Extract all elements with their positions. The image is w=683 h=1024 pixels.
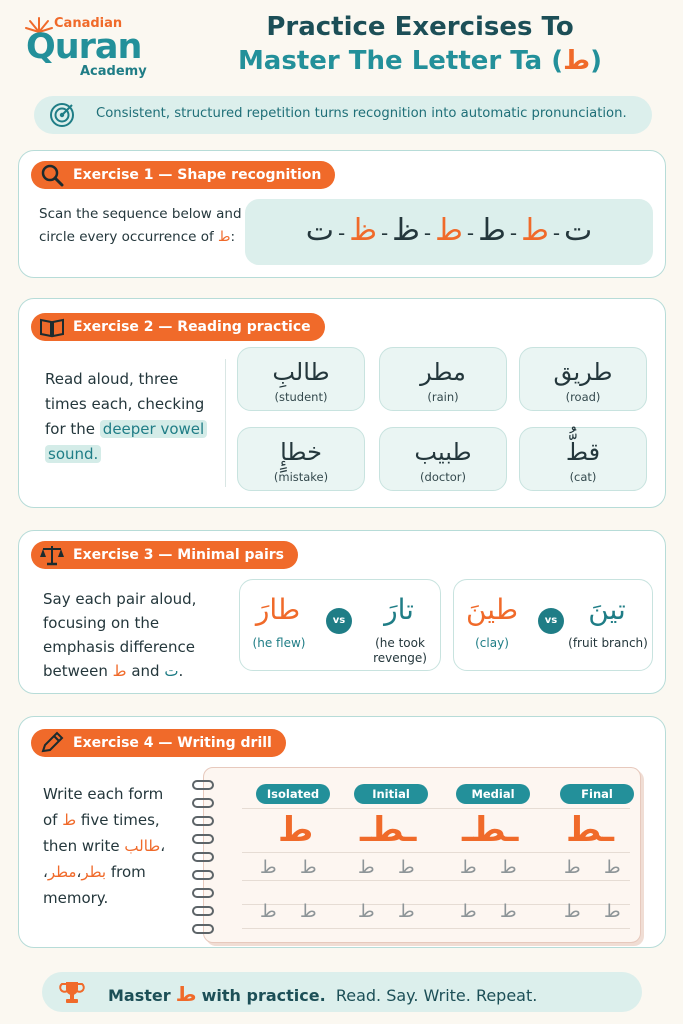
trace-letter: ط <box>500 857 517 878</box>
exercise-3-instructions <box>43 587 196 683</box>
ex3-instr-line3: emphasis difference <box>43 638 195 656</box>
title-suffix: ) <box>590 46 603 76</box>
ex2-highlight-1: deeper vowel <box>100 420 207 438</box>
ex4-then-write: then write <box>43 837 120 855</box>
exercise-1-title: Exercise 1 — Shape recognition <box>73 167 322 183</box>
ruled-line <box>242 852 630 853</box>
sequence-letter: ظ <box>392 213 420 248</box>
ex4-instr-line4 <box>43 859 165 885</box>
ex4-comma-3: ، <box>43 863 48 881</box>
ex3-instr-line1: Say each pair aloud, <box>43 590 197 608</box>
word-meaning: (student) <box>274 390 328 404</box>
pair-box-1 <box>239 579 441 671</box>
ex3-letter-ta: ط <box>112 662 127 680</box>
sequence-letter: ت <box>564 213 593 248</box>
ruled-line <box>242 808 630 809</box>
word-card <box>379 427 507 491</box>
pair-box-2 <box>453 579 653 671</box>
sequence-dash: - <box>552 221 561 245</box>
exercise-3-title: Exercise 3 — Minimal pairs <box>73 547 284 563</box>
spiral-ring <box>192 924 214 934</box>
letter-form-model: ـطـ <box>462 810 519 850</box>
spiral-ring <box>192 906 214 916</box>
book-icon <box>39 315 65 339</box>
pair-2-a-word: طينَ <box>465 593 519 626</box>
spiral-ring <box>192 780 214 790</box>
ex4-of: of <box>43 811 58 829</box>
exercise-2-label <box>31 313 325 341</box>
trace-letter: ط <box>460 901 477 922</box>
scales-icon <box>39 543 65 567</box>
column-header: Initial <box>354 784 428 804</box>
ex2-instr-line4 <box>45 442 207 467</box>
word-card <box>519 427 647 491</box>
ex4-comma-1: ، <box>160 837 166 855</box>
ex2-instr-line1: Read aloud, three <box>45 370 179 388</box>
intro-banner <box>34 96 652 134</box>
sequence-letter: ظ <box>349 213 377 248</box>
writing-notebook <box>203 767 641 943</box>
trace-letter: ط <box>460 857 477 878</box>
logo-main-text: Quran <box>26 27 142 67</box>
pair-1-b-meaning-1: (he took <box>375 636 425 650</box>
title-letter: ط <box>563 46 591 76</box>
word-card <box>379 347 507 411</box>
spiral-ring <box>192 816 214 826</box>
trace-letter: ط <box>604 901 621 922</box>
trace-letter: ط <box>564 857 581 878</box>
magnifier-icon <box>39 163 65 187</box>
exercise-2-card <box>18 298 666 508</box>
sequence-letter: ط <box>435 213 463 248</box>
spiral-ring <box>192 834 214 844</box>
column-header: Isolated <box>256 784 330 804</box>
sequence-dash: - <box>380 221 389 245</box>
ex4-instr-line1: Write each form <box>43 785 164 803</box>
ruled-line <box>242 928 630 929</box>
logo-bottom-text: Academy <box>80 64 147 79</box>
ex4-letter: ط <box>62 811 77 829</box>
pair-1-b-meaning <box>360 636 440 666</box>
ex4-instr-line2 <box>43 807 165 833</box>
trace-letter: ط <box>300 901 317 922</box>
exercise-1-card <box>18 150 666 278</box>
exercise-4-instructions <box>43 781 165 911</box>
ex1-target-letter: ط <box>218 229 231 245</box>
ex2-instr-line2: times each, checking <box>45 395 205 413</box>
word-arabic: طبيب <box>414 438 472 466</box>
trace-letter: ط <box>564 901 581 922</box>
word-card <box>237 347 365 411</box>
exercise-4-card <box>18 716 666 948</box>
word-meaning: (road) <box>565 390 601 404</box>
exercise-2-title: Exercise 2 — Reading practice <box>73 319 311 335</box>
ex3-and: and <box>131 662 160 680</box>
word-card <box>237 427 365 491</box>
spiral-ring <box>192 852 214 862</box>
letter-form-model: ط <box>278 810 314 850</box>
ex2-instr-line3 <box>45 417 207 442</box>
ex3-period: . <box>178 662 184 680</box>
ex2-instr-pre: for the <box>45 420 96 438</box>
intro-text: Consistent, structured repetition turns recognition into automatic pronunciation. <box>96 106 627 121</box>
sequence-dash: - <box>509 221 518 245</box>
ex4-five-times: five times, <box>80 811 160 829</box>
word-arabic: طريق <box>553 358 613 386</box>
exercise-3-label <box>31 541 298 569</box>
spiral-ring <box>192 888 214 898</box>
word-card <box>519 347 647 411</box>
ex1-instr-text: circle every occurrence of <box>39 229 214 245</box>
trace-letter: ط <box>358 857 375 878</box>
word-arabic: طالبِ <box>272 358 330 386</box>
page-title <box>170 10 670 78</box>
pair-1-b-word: تارَ <box>384 593 414 626</box>
letter-sequence-box <box>245 199 653 265</box>
vs-badge: vs <box>538 608 564 634</box>
sequence-letter: ت <box>305 213 334 248</box>
exercise-1-label <box>31 161 335 189</box>
exercise-1-instructions <box>39 203 242 249</box>
spiral-ring <box>192 870 214 880</box>
logo-top-text: Canadian <box>54 16 123 31</box>
sequence-dash: - <box>337 221 346 245</box>
pair-1-a-meaning: (he flew) <box>252 636 306 650</box>
trophy-icon <box>58 978 86 1006</box>
ex1-instr-line1: Scan the sequence below and <box>39 206 242 222</box>
ex3-between: between <box>43 662 108 680</box>
exercise-3-card <box>18 530 666 694</box>
pair-2-a-meaning: (clay) <box>475 636 509 650</box>
word-meaning: (rain) <box>427 390 459 404</box>
word-arabic: مطر <box>420 358 466 386</box>
footer-with-practice: with practice. <box>201 986 326 1005</box>
letter-form-model: ـط <box>566 810 615 850</box>
footer-text <box>108 982 537 1006</box>
title-line-2 <box>170 44 670 78</box>
pair-2-b-word: تينَ <box>588 593 626 626</box>
pair-2-b-meaning: (fruit branch) <box>568 636 648 650</box>
divider <box>225 359 226 487</box>
ex4-comma-2: ، <box>76 863 82 881</box>
ex3-instr-line4 <box>43 659 196 683</box>
title-line-1: Practice Exercises To <box>266 12 574 42</box>
trace-letter: ط <box>260 901 277 922</box>
sequence-dash: - <box>466 221 475 245</box>
logo <box>22 14 172 82</box>
ex4-word-1: طالب <box>124 837 161 855</box>
ex4-word-3: بطر <box>81 863 107 881</box>
footer-banner <box>42 972 642 1012</box>
ex1-colon: : <box>230 229 236 245</box>
footer-master: Master <box>108 986 171 1005</box>
trace-letter: ط <box>300 857 317 878</box>
word-meaning: (mistake) <box>273 470 329 484</box>
trace-letter: ط <box>604 857 621 878</box>
vs-badge: vs <box>326 608 352 634</box>
trace-letter: ط <box>398 857 415 878</box>
ruled-line <box>242 880 630 881</box>
sequence-letter: ط <box>521 213 549 248</box>
ex4-from: from <box>110 863 146 881</box>
letter-form-model: ـطـ <box>360 810 417 850</box>
exercise-4-label <box>31 729 286 757</box>
word-meaning: (cat) <box>569 470 597 484</box>
pencil-icon <box>39 731 65 755</box>
sequence-dash: - <box>423 221 432 245</box>
exercise-2-instructions <box>45 367 207 467</box>
word-arabic: قطُّ <box>565 438 601 466</box>
ex3-instr-line2: focusing on the <box>43 614 160 632</box>
ex4-instr-line3 <box>43 833 165 859</box>
word-meaning: (doctor) <box>420 470 466 484</box>
trace-letter: ط <box>358 901 375 922</box>
word-arabic: خطإٍ <box>280 438 322 466</box>
trace-letter: ط <box>500 901 517 922</box>
letter-sequence <box>245 213 653 248</box>
ex4-instr-line5: memory. <box>43 889 109 907</box>
spiral-ring <box>192 798 214 808</box>
ex2-highlight-2: sound. <box>45 445 101 463</box>
title-prefix: Master The Letter Ta ( <box>237 46 564 76</box>
pair-1-a-word: طارَ <box>255 593 301 626</box>
trace-letter: ط <box>260 857 277 878</box>
column-header: Medial <box>456 784 530 804</box>
column-header: Final <box>560 784 634 804</box>
ex4-word-2: مطر <box>47 863 77 881</box>
trace-letter: ط <box>398 901 415 922</box>
pair-1-b-meaning-2: revenge) <box>373 651 427 665</box>
ex1-instr-line2 <box>39 226 242 249</box>
exercise-4-title: Exercise 4 — Writing drill <box>73 735 272 751</box>
ex3-letter-taa: ت <box>164 662 179 680</box>
footer-tagline: Read. Say. Write. Repeat. <box>335 986 538 1005</box>
footer-letter: ط <box>175 982 197 1006</box>
target-icon <box>48 101 76 129</box>
sequence-letter: ط <box>478 213 506 248</box>
